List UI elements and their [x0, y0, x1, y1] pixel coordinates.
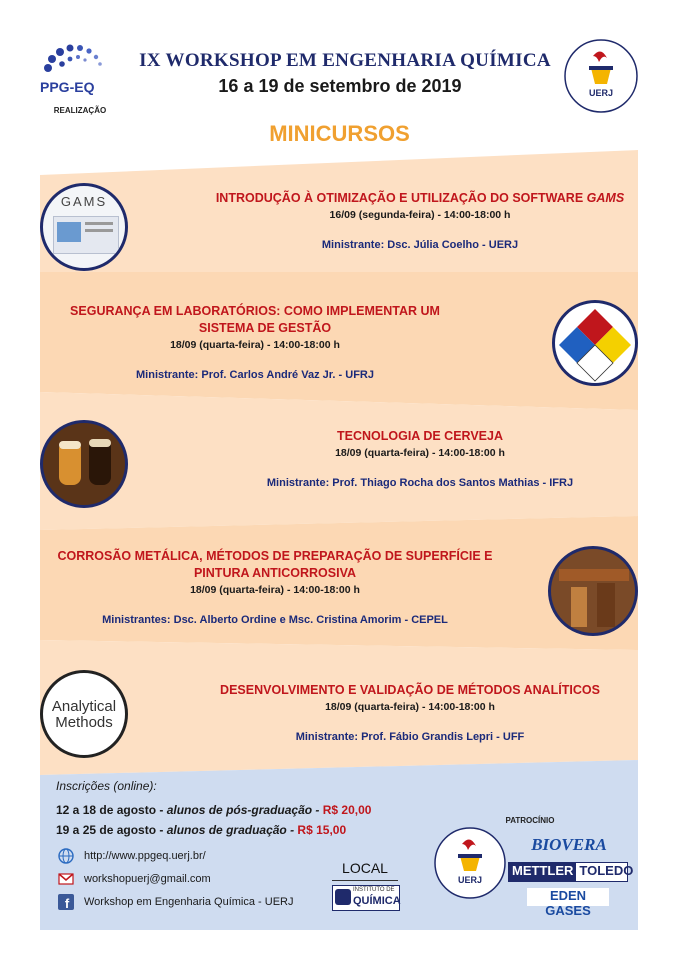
mettler-text: METTLER — [509, 863, 576, 881]
gams-image — [40, 183, 128, 271]
course-4-title-line1: CORROSÃO METÁLICA, MÉTODOS DE PREPARAÇÃO DE SUPERFÍCIE E — [57, 549, 493, 563]
analytical-methods-image — [40, 670, 128, 758]
ppg-eq-logo-text: PPG-EQ — [40, 79, 95, 95]
gmail-icon — [58, 871, 74, 887]
sponsors-label: PATROCÍNIO — [505, 816, 555, 825]
instituto-big-text: QUÍMICA — [353, 895, 401, 907]
realizacao-label: REALIZAÇÃO — [53, 106, 107, 115]
course-3-title: TECNOLOGIA DE CERVEJA — [337, 429, 503, 443]
course-2 — [40, 303, 470, 381]
local-label: LOCAL — [342, 860, 388, 876]
course-1-title: INTRODUÇÃO À OTIMIZAÇÃO E UTILIZAÇÃO DO SOFTWARE GAMS — [215, 191, 625, 205]
course-4 — [40, 548, 510, 626]
globe-icon — [58, 848, 74, 864]
eden-gases-logo: EDEN GASES — [527, 888, 609, 906]
course-4-date: 18/09 (quarta-feira) - 14:00-18:00 h — [190, 584, 360, 596]
instituto-small-text: INSTITUTO DE — [353, 887, 395, 893]
section-title: MINICURSOS — [269, 121, 410, 146]
facebook-link[interactable]: Workshop em Engenharia Química - UERJ — [84, 896, 294, 908]
course-2-title-line1: SEGURANÇA EM LABORATÓRIOS: COMO IMPLEMENTAR UM — [70, 304, 440, 318]
ppg-eq-logo — [40, 42, 110, 80]
course-5-date: 18/09 (quarta-feira) - 14:00-18:00 h — [325, 701, 495, 713]
analytical-image-line2: Methods — [55, 714, 113, 731]
hazard-diamond-image — [552, 300, 638, 386]
registration-heading: Inscrições (online): — [56, 779, 157, 793]
website-link[interactable]: http://www.ppgeq.uerj.br/ — [84, 850, 206, 862]
course-4-title-line2: PINTURA ANTICORROSIVA — [193, 566, 357, 580]
course-5-title: DESENVOLVIMENTO E VALIDAÇÃO DE MÉTODOS ANALÍTICOS — [220, 683, 600, 697]
local-divider — [332, 880, 398, 881]
course-4-instructor: Ministrantes: Dsc. Alberto Ordine e Msc. Cristina Amorim - CEPEL — [102, 614, 448, 626]
website-contact[interactable] — [58, 848, 206, 864]
course-5-instructor: Ministrante: Prof. Fábio Grandis Lepri - UFF — [295, 731, 525, 743]
course-3-instructor: Ministrante: Prof. Thiago Rocha dos Santos Mathias - IFRJ — [266, 477, 574, 489]
uerj-logo-bottom — [433, 826, 507, 900]
event-title: IX WORKSHOP EM ENGENHARIA QUÍMICA — [139, 50, 551, 71]
event-dates: 16 a 19 de setembro de 2019 — [218, 76, 462, 96]
registration-row-1: 12 a 18 de agosto - alunos de pós-graduação - R$ 20,00 — [56, 803, 372, 817]
course-2-title-line2: SISTEMA DE GESTÃO — [198, 321, 332, 335]
corrosion-image — [548, 546, 638, 636]
svg-text:f: f — [64, 896, 70, 910]
toledo-text: TOLEDO — [579, 863, 634, 878]
beer-image — [40, 420, 128, 508]
course-1-date: 16/09 (segunda-feira) - 14:00-18:00 h — [329, 209, 511, 221]
uerj-logo-label: UERJ — [588, 88, 614, 98]
course-1 — [200, 190, 640, 251]
course-5 — [200, 682, 620, 743]
registration-row-2: 19 a 25 de agosto - alunos de graduação - R$ 15,00 — [56, 823, 347, 837]
course-3 — [200, 428, 640, 489]
mettler-toledo-logo — [508, 862, 634, 882]
facebook-contact[interactable] — [58, 894, 294, 910]
uerj-bottom-label: UERJ — [457, 875, 483, 885]
uerj-logo-top — [563, 38, 639, 114]
course-2-instructor: Ministrante: Prof. Carlos André Vaz Jr. - UFRJ — [136, 369, 374, 381]
course-3-date: 18/09 (quarta-feira) - 14:00-18:00 h — [335, 447, 505, 459]
biovera-logo: BIOVERA — [531, 835, 607, 854]
email-link[interactable]: workshopuerj@gmail.com — [84, 873, 211, 885]
facebook-icon — [58, 894, 74, 910]
instituto-quimica-logo — [332, 885, 400, 911]
course-1-instructor: Ministrante: Dsc. Júlia Coelho - UERJ — [321, 239, 519, 251]
analytical-image-line1: Analytical — [51, 698, 117, 715]
course-2-date: 18/09 (quarta-feira) - 14:00-18:00 h — [170, 339, 340, 351]
gams-image-text: GAMS — [60, 194, 108, 209]
email-contact[interactable] — [58, 871, 211, 887]
